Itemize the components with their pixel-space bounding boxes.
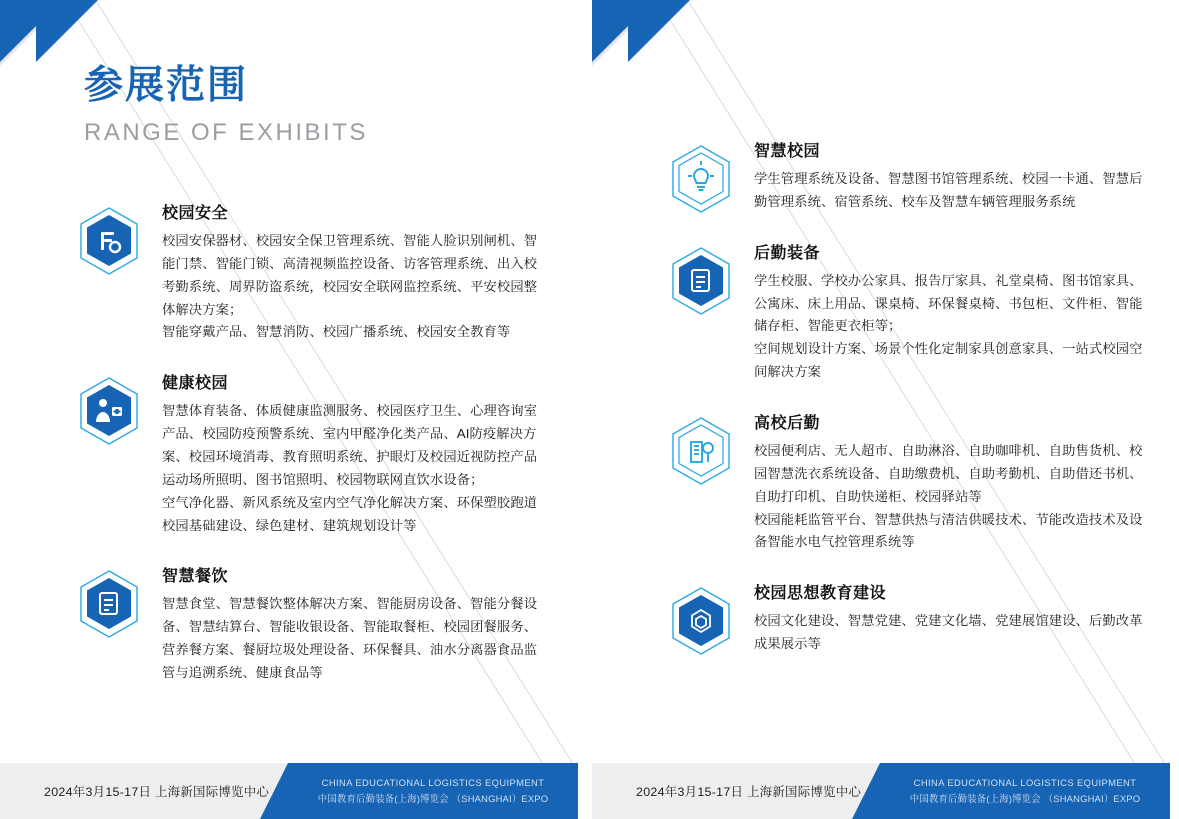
left-section-list [78, 200, 544, 711]
section-paragraph: 校园文化建设、智慧党建、党建文化墙、党建展馆建设、后勤改革成果展示等 [754, 613, 1143, 652]
footer-date-venue: 2024年3月15-17日 上海新国际博览中心 [44, 785, 270, 799]
footer-date-venue: 2024年3月15-17日 上海新国际博览中心 [636, 785, 862, 799]
section-body [162, 593, 544, 684]
section-title: 后勤装备 [754, 244, 821, 262]
logistics-equipment-icon [670, 246, 732, 316]
section-paragraph: 空间规划设计方案、场景个性化定制家具创意家具、一站式校园空间解决方案 [754, 341, 1143, 380]
ideological-education-icon [670, 586, 732, 656]
section-title: 高校后勤 [754, 415, 821, 433]
section-body [754, 168, 1148, 214]
section-paragraph: 校园能耗监管平台、智慧供热与清洁供暖技术、节能改造技术及设备智能水电气控管理系统等 [754, 511, 1143, 550]
section-title: 校园安全 [162, 205, 229, 222]
footer-right-page [592, 763, 1170, 819]
footer-expo-cn: 中国教育后勤装备(上海)博览会 （SHANGHAI）EXPO [909, 793, 1141, 804]
smart-catering-icon [78, 569, 140, 639]
campus-security-icon [78, 206, 140, 276]
footer-expo-badge [880, 763, 1170, 819]
right-section-list [670, 138, 1148, 682]
section-paragraph: 智慧体育装备、体质健康监测服务、校园医疗卫生、心理咨询室产品、校园防疫预警系统、室内甲醛净化类产品、AI防疫解决方案、校园环境消毒、教育照明系统、护眼灯及校园近视防控产品运动场所照明、图书馆照明、校园物联网直饮水设备； [162, 403, 538, 487]
footer-expo-cn: 中国教育后勤装备(上海)博览会 （SHANGHAI）EXPO [317, 793, 549, 804]
university-logistics-icon [670, 416, 732, 486]
section-logistics-equipment [670, 240, 1148, 384]
section-body [754, 440, 1148, 554]
section-paragraph: 学生管理系统及设备、智慧图书馆管理系统、校园一卡通、智慧后勤管理系统、宿管系统、校车及智慧车辆管理服务系统 [754, 171, 1143, 209]
section-ideological-education [670, 580, 1148, 656]
title-chinese: 参展范围 [84, 64, 249, 107]
section-paragraph: 智能穿戴产品、智慧消防、校园广播系统、校园安全教育等 [162, 324, 511, 340]
footer-left-page [0, 763, 578, 819]
page-left [0, 0, 578, 819]
footer-expo-en: CHINA EDUCATIONAL LOGISTICS EQUIPMENT [913, 777, 1137, 788]
section-title: 校园思想教育建设 [754, 585, 887, 603]
section-paragraph: 智慧食堂、智慧餐饮整体解决方案、智能厨房设备、智能分餐设备、智慧结算台、智能收银设备、智能取餐柜、校园团餐服务、营养餐方案、餐厨垃圾处理设备、环保餐具、油水分离器食品监管与追溯系统、健康食品等 [162, 596, 538, 681]
section-body [162, 400, 544, 537]
footer-notch-shape [852, 763, 880, 819]
page-title [84, 62, 368, 147]
section-campus-security [78, 200, 544, 344]
section-title: 智慧校园 [754, 143, 821, 160]
section-title: 健康校园 [162, 375, 229, 393]
smart-campus-icon [670, 144, 732, 214]
section-body [162, 230, 544, 344]
section-title: 智慧餐饮 [162, 568, 229, 586]
page-right [592, 0, 1170, 819]
footer-notch-shape [260, 763, 288, 819]
title-english: RANGE OF EXHIBITS [84, 118, 368, 146]
section-smart-catering [78, 563, 544, 684]
health-campus-icon [78, 376, 140, 446]
corner-blue-shape-2 [628, 0, 690, 62]
section-body [754, 270, 1148, 384]
footer-expo-badge [288, 763, 578, 819]
section-health-campus [78, 370, 544, 537]
section-smart-campus [670, 138, 1148, 214]
section-paragraph: 校园便利店、无人超市、自助淋浴、自助咖啡机、自助售货机、校园智慧洗衣系统设备、自助缴费机、自助考勤机、自助借还书机、自助打印机、自助快递柜、校园驿站等 [754, 443, 1143, 504]
section-university-logistics [670, 410, 1148, 554]
section-paragraph: 学生校服、学校办公家具、报告厅家具、礼堂桌椅、图书馆家具、公寓床、床上用品、课桌椅、环保餐桌椅、书包柜、文件柜、智能储存柜、智能更衣柜等； [754, 272, 1143, 334]
section-paragraph: 空气净化器、新风系统及室内空气净化解决方案、环保塑胶跑道校园基础建设、绿色建材、建筑规划设计等 [162, 494, 538, 533]
corner-blue-shape-2 [36, 0, 98, 62]
footer-expo-en: CHINA EDUCATIONAL LOGISTICS EQUIPMENT [321, 777, 545, 788]
section-body [754, 610, 1148, 656]
section-paragraph: 校园安保器材、校园安全保卫管理系统、智能人脸识别闸机、智能门禁、智能门锁、高清视频监控设备、访客管理系统、出入校考勤系统、周界防盗系统，校园安全联网监控系统、平安校园整体解决方案； [162, 233, 538, 317]
